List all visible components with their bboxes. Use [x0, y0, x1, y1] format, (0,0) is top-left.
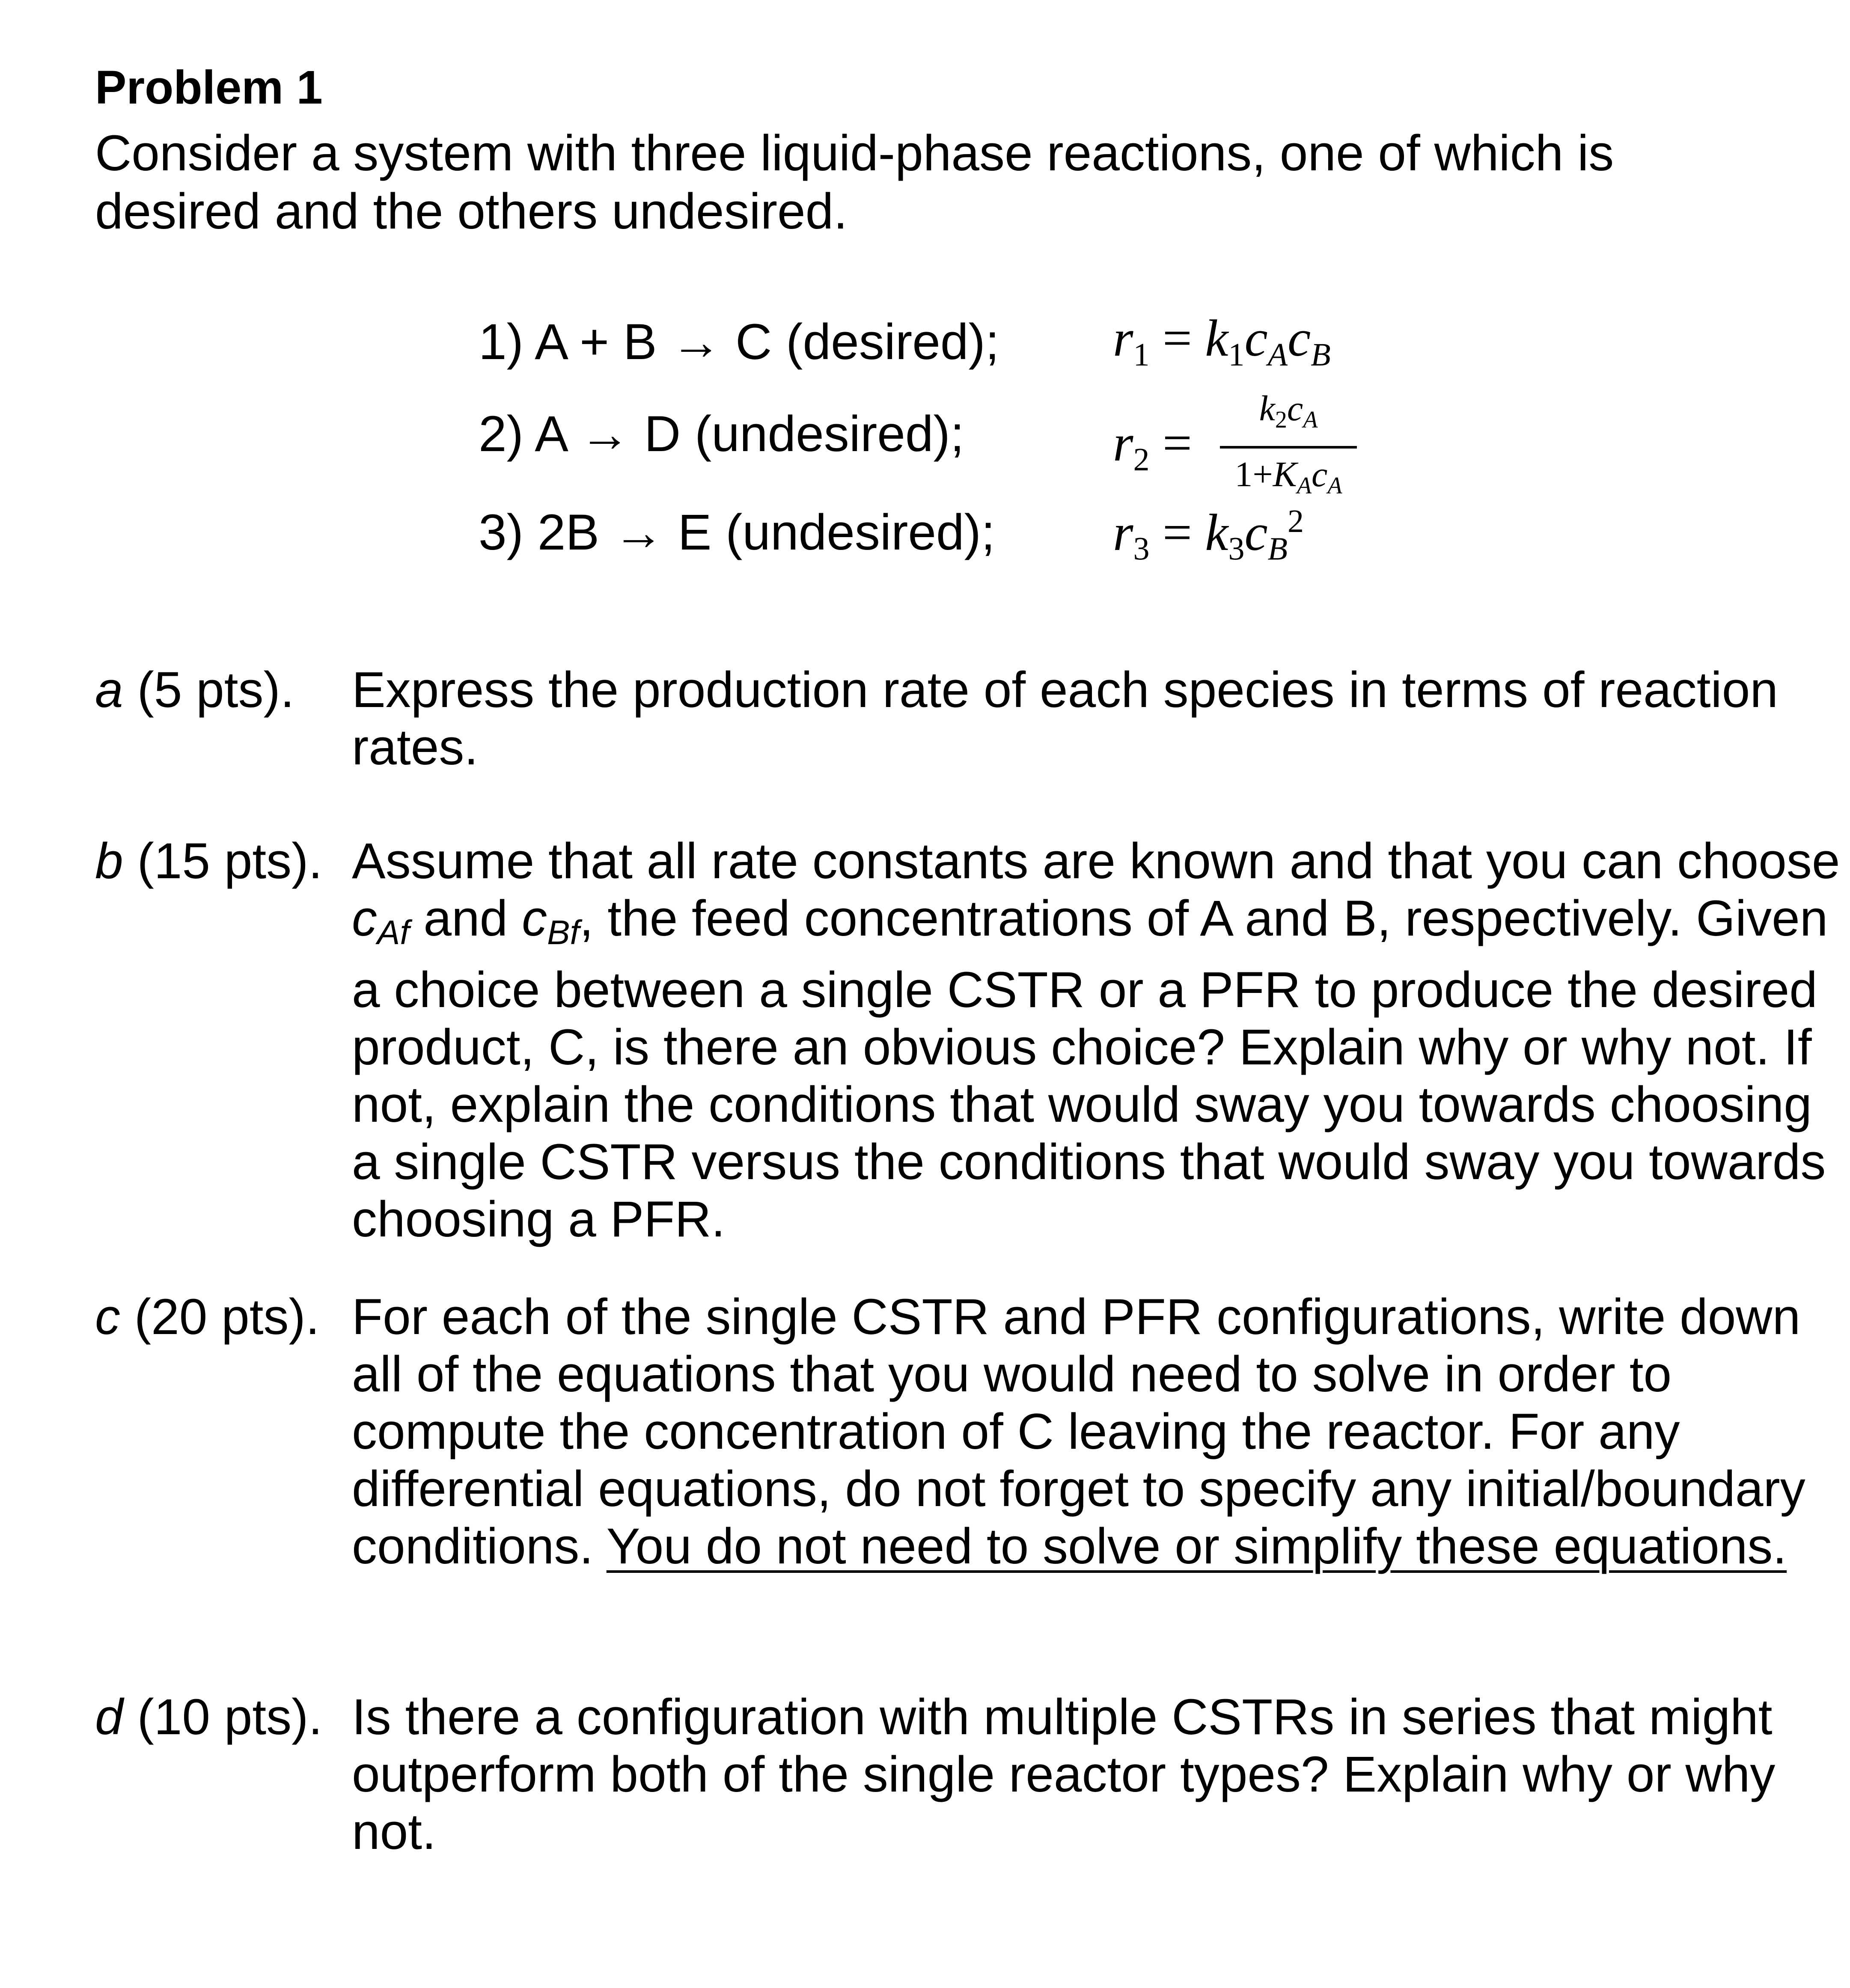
part-d [95, 1688, 1807, 1860]
part-c [95, 1288, 1807, 1575]
part-label: c (20 pts). [95, 1289, 320, 1345]
reaction-number: 3) [479, 504, 523, 561]
reaction-equation: A → D [535, 406, 681, 462]
problem-intro: Consider a system with three liquid-phase reactions, one of which is desired and the others undesired. [95, 125, 1614, 240]
feed-conc-b: $c_{Bf}$ [522, 890, 580, 951]
part-text: Is there a configuration with multiple CSTRs in series that might outperform both of the single reactor types? Explain why or why not. [352, 1689, 1776, 1860]
part-text: For each of the single CSTR and PFR configurations, write down all of the equations that you would need to solve in order to compute the concentration of C leaving the reactor. For any differential equations, do not forget to specify any initial/boundary conditions. You do not need to solve or simplify these equations. [352, 1289, 1805, 1575]
problem-title: Problem 1 [95, 61, 323, 114]
part-a [95, 661, 1807, 776]
part-text: Express the production rate of each species in terms of reaction rates. [352, 662, 1778, 776]
underlined-note: You do not need to solve or simplify these equations. [606, 1518, 1787, 1575]
reaction-number: 2) [479, 406, 523, 462]
rate-law-3: $r_3 = k_3c_B^2$ [1113, 503, 1304, 567]
reaction-number: 1) [479, 314, 523, 370]
part-label: d (10 pts). [95, 1689, 323, 1745]
rate-law-1: $r_1 = k_1c_Ac_B$ [1113, 309, 1331, 373]
reaction-1 [479, 314, 999, 370]
reaction-equation: A + B → C [535, 314, 772, 370]
part-label: a (5 pts). [95, 662, 294, 718]
part-label: b (15 pts). [95, 833, 323, 889]
reaction-equation: 2B → E [537, 504, 712, 561]
reaction-note: (undesired); [726, 504, 995, 561]
reaction-3 [479, 504, 995, 561]
rate-law-2-fraction: $k_2c_A$ $1+K_Ac_A$ [1220, 385, 1357, 509]
reaction-note: (undesired); [694, 406, 964, 462]
part-text: Assume that all rate constants are known and that you can choose $c_{Af}$ and $c_{Bf}$, the feed concentrations of A and B, respectively. Given a choice between a single CSTR or a PFR to produce the desired product, C, is there an obvious choice? Explain why or why not. If not, explain the conditions that would sway you towards choosing a single CSTR versus the conditions that would sway you towards choosing a PFR. [352, 833, 1840, 1248]
reaction-note: (desired); [786, 314, 999, 370]
feed-conc-a: $c_{Af}$ [352, 890, 410, 951]
part-b [95, 832, 1840, 1248]
reaction-2 [479, 406, 964, 462]
rate-law-2: $r_2$ = [1113, 414, 1192, 478]
